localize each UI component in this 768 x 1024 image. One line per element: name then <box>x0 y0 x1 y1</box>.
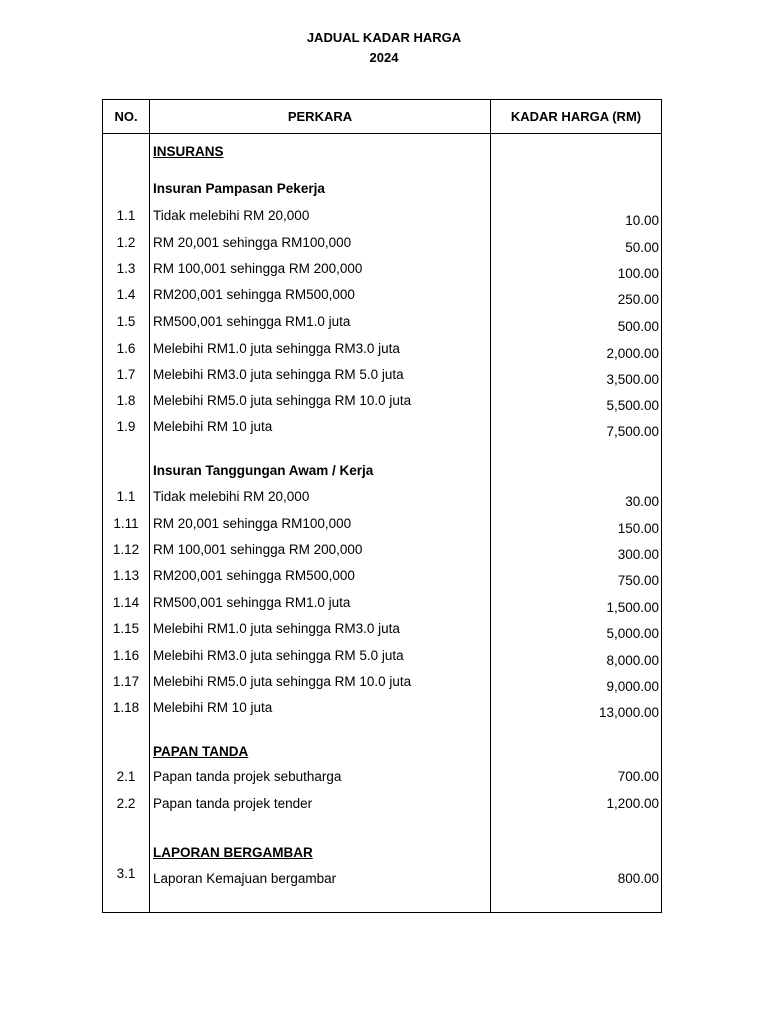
row-item: Tidak melebihi RM 20,000 <box>153 489 310 504</box>
subsection-title-pampasan: Insuran Pampasan Pekerja <box>153 181 325 196</box>
row-item: Melebihi RM 10 juta <box>153 700 273 715</box>
row-item: Laporan Kemajuan bergambar <box>153 871 337 886</box>
header-kadar-harga: KADAR HARGA (RM) <box>510 109 642 124</box>
row-rate: 13,000.00 <box>598 705 659 720</box>
row-no: 1.12 <box>112 542 140 557</box>
row-item: Melebihi RM1.0 juta sehingga RM3.0 juta <box>153 621 400 636</box>
row-item: Melebihi RM 10 juta <box>153 419 273 434</box>
row-rate: 750.00 <box>617 573 659 588</box>
row-item: RM500,001 sehingga RM1.0 juta <box>153 595 351 610</box>
row-no: 2.2 <box>116 796 136 811</box>
row-item: RM500,001 sehingga RM1.0 juta <box>153 314 351 329</box>
row-rate: 500.00 <box>617 319 659 334</box>
row-no: 1.6 <box>116 341 136 356</box>
row-item: RM200,001 sehingga RM500,000 <box>153 287 355 302</box>
row-no: 1.15 <box>112 621 140 636</box>
row-no: 1.8 <box>116 393 136 408</box>
row-rate: 2,000.00 <box>606 346 659 361</box>
header-divider <box>103 133 661 134</box>
row-item: Melebihi RM3.0 juta sehingga RM 5.0 juta <box>153 367 404 382</box>
document-title: JADUAL KADAR HARGA <box>306 30 462 45</box>
row-item: Melebihi RM5.0 juta sehingga RM 10.0 juta <box>153 674 412 689</box>
row-no: 1.18 <box>112 700 140 715</box>
row-no: 1.9 <box>116 419 136 434</box>
section-title-papan-tanda: PAPAN TANDA <box>153 744 249 759</box>
section-title-laporan-bergambar: LAPORAN BERGAMBAR <box>153 845 313 860</box>
row-rate: 3,500.00 <box>606 372 659 387</box>
row-no: 1.7 <box>116 367 136 382</box>
row-item: RM200,001 sehingga RM500,000 <box>153 568 355 583</box>
row-rate: 1,200.00 <box>606 796 659 811</box>
row-rate: 300.00 <box>617 547 659 562</box>
row-item: Papan tanda projek sebutharga <box>153 769 342 784</box>
row-no: 2.1 <box>116 769 136 784</box>
row-rate: 10.00 <box>625 213 659 228</box>
row-rate: 7,500.00 <box>606 424 659 439</box>
row-item: RM 20,001 sehingga RM100,000 <box>153 516 352 531</box>
column-divider <box>149 100 150 912</box>
row-rate: 800.00 <box>617 871 659 886</box>
row-rate: 250.00 <box>617 292 659 307</box>
row-rate: 700.00 <box>617 769 659 784</box>
row-item: Papan tanda projek tender <box>153 796 313 811</box>
row-no: 1.1 <box>116 208 136 223</box>
row-no: 1.13 <box>112 568 140 583</box>
row-rate: 150.00 <box>617 521 659 536</box>
row-rate: 100.00 <box>617 266 659 281</box>
row-no: 1.1 <box>116 489 136 504</box>
row-item: Melebihi RM3.0 juta sehingga RM 5.0 juta <box>153 648 404 663</box>
row-no: 1.2 <box>116 235 136 250</box>
row-no: 3.1 <box>116 866 136 881</box>
row-item: RM 20,001 sehingga RM100,000 <box>153 235 352 250</box>
row-rate: 30.00 <box>625 494 659 509</box>
row-no: 1.11 <box>113 516 139 531</box>
row-no: 1.14 <box>112 595 140 610</box>
section-title-insurans: INSURANS <box>153 144 224 159</box>
row-rate: 9,000.00 <box>606 679 659 694</box>
row-no: 1.16 <box>112 648 140 663</box>
row-rate: 5,500.00 <box>606 398 659 413</box>
rate-table <box>102 99 662 913</box>
document-year: 2024 <box>369 50 399 65</box>
row-item: RM 100,001 sehingga RM 200,000 <box>153 261 363 276</box>
row-rate: 1,500.00 <box>606 600 659 615</box>
row-item: Melebihi RM1.0 juta sehingga RM3.0 juta <box>153 341 400 356</box>
header-no: NO. <box>114 109 138 124</box>
subsection-title-tanggungan: Insuran Tanggungan Awam / Kerja <box>153 463 374 478</box>
row-item: Melebihi RM5.0 juta sehingga RM 10.0 juta <box>153 393 412 408</box>
header-perkara: PERKARA <box>287 109 353 124</box>
row-no: 1.17 <box>112 674 140 689</box>
row-no: 1.5 <box>116 314 136 329</box>
row-no: 1.4 <box>116 287 136 302</box>
row-no: 1.3 <box>116 261 136 276</box>
row-rate: 8,000.00 <box>606 653 659 668</box>
row-rate: 5,000.00 <box>606 626 659 641</box>
row-item: Tidak melebihi RM 20,000 <box>153 208 310 223</box>
row-rate: 50.00 <box>625 240 659 255</box>
row-item: RM 100,001 sehingga RM 200,000 <box>153 542 363 557</box>
